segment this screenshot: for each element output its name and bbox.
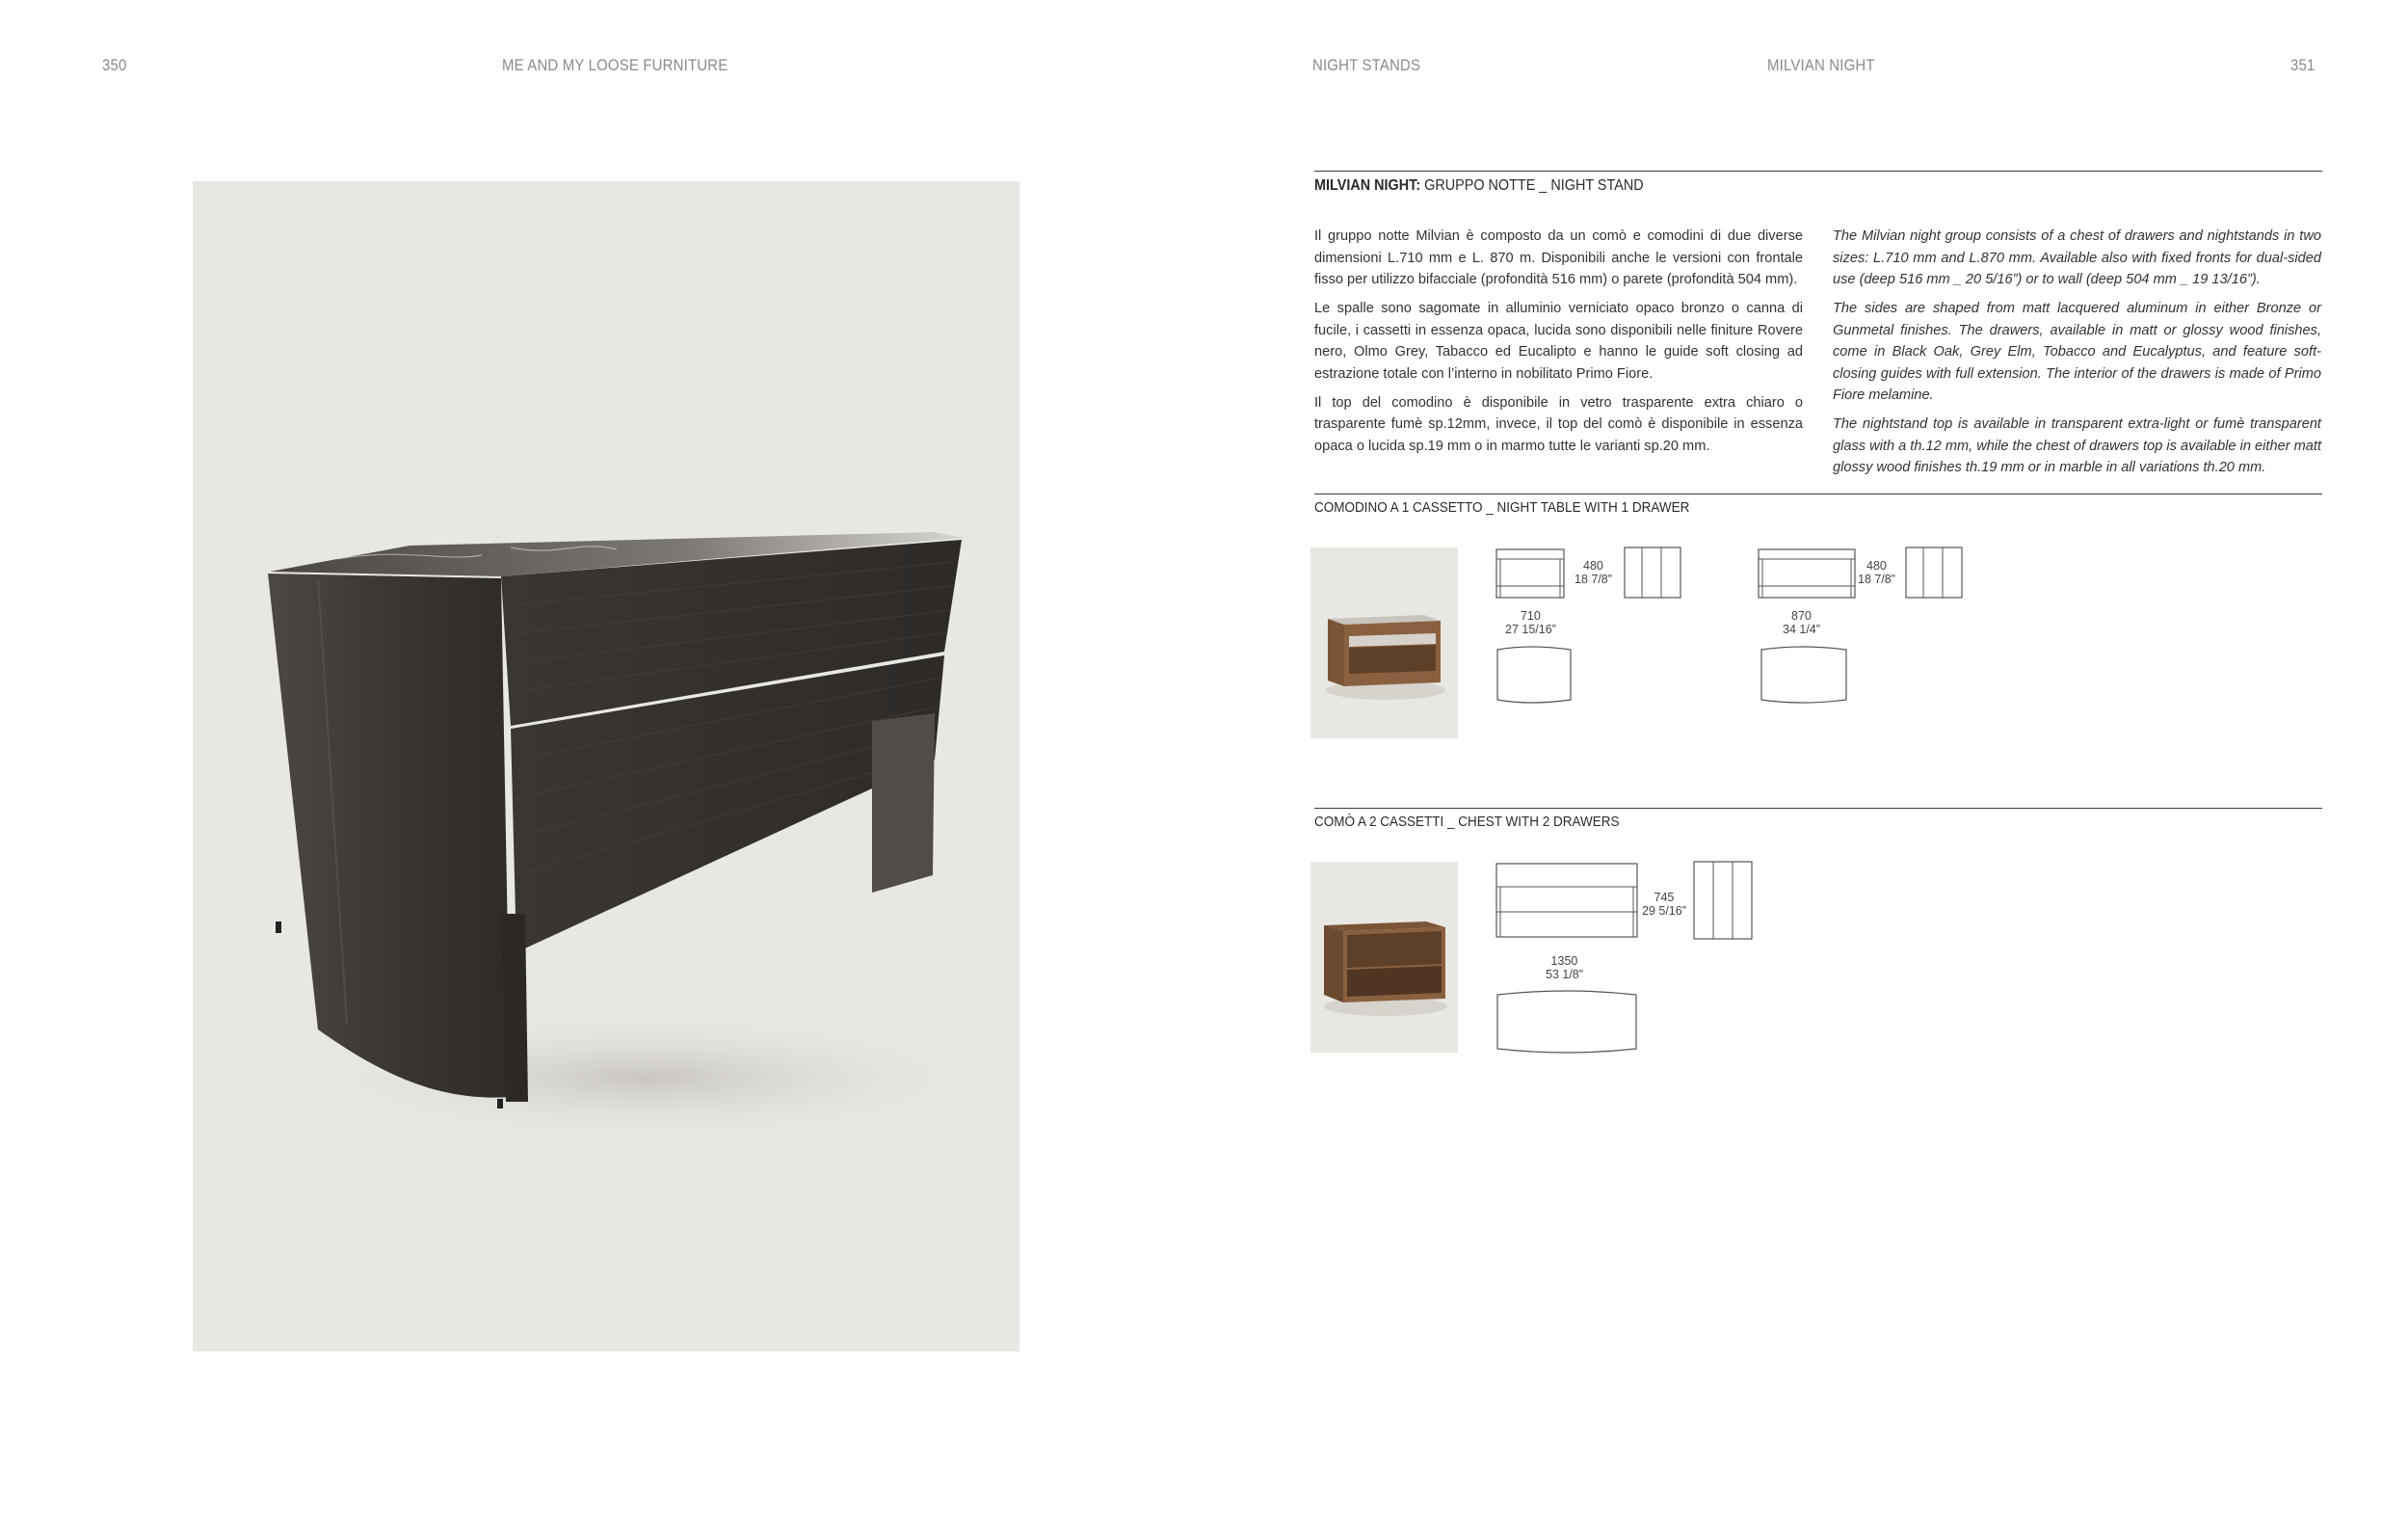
- italian-paragraph: Il gruppo notte Milvian è composto da un comò e comodini di due diverse dimensioni L.710 mm e L. 870 m. Disponibili anche le versioni con frontale fisso per utilizzo bifacciale (profondità 516 mm) o parete (profondità 504 mm).: [1314, 228, 1803, 287]
- nightstand-710-height-dim: [1574, 559, 1612, 586]
- chest-section-title: COMÒ A 2 CASSETTI _ CHEST WITH 2 DRAWERS: [1314, 814, 1620, 830]
- height-mm: 480: [1866, 559, 1887, 573]
- height-mm: 745: [1654, 891, 1675, 904]
- rule-intro-top: [1314, 171, 2322, 172]
- width-mm: 870: [1791, 609, 1812, 623]
- page-number-left: 350: [102, 56, 127, 74]
- italian-paragraph: Il top del comodino è disponibile in vetro trasparente extra chiaro o trasparente fumè sp.12mm, invece, il top del comò è disponibile in essenza opaca o lucida sp.19 mm o in marmo tutte le varianti sp.20 mm.: [1314, 394, 1803, 454]
- nightstand-thumbnail: [1310, 547, 1458, 738]
- height-in: 29 5/16”: [1642, 904, 1686, 918]
- intro-title-rest: GRUPPO NOTTE _ NIGHT STAND: [1420, 177, 1644, 194]
- chest-thumbnail: [1310, 862, 1458, 1053]
- nightstand-870-front-view: [1754, 546, 1860, 603]
- width-mm: 1350: [1550, 954, 1578, 968]
- running-category: NIGHT STANDS: [1312, 56, 1421, 74]
- chest-of-drawers-illustration: [193, 181, 1019, 1351]
- italian-paragraph: Le spalle sono sagomate in alluminio verniciato opaco bronzo o canna di fucile, i cassetti in essenza opaca, lucida sono disponibili nelle finiture Rovere nero, Olmo Grey, Tabacco ed Eucalipto e hanno le guide soft closing ad estrazione totale con l’interno in nobilitato Primo Fiore.: [1314, 301, 1803, 382]
- nightstand-710-side-view: [1623, 546, 1690, 603]
- intro-title-bold: MILVIAN NIGHT:: [1314, 177, 1421, 194]
- running-product: MILVIAN NIGHT: [1767, 56, 1875, 74]
- chest-plan-view: [1492, 985, 1646, 1062]
- height-in: 18 7/8”: [1858, 573, 1895, 586]
- english-paragraph: The Milvian night group consists of a chest of drawers and nightstands in two sizes: L.710 mm and L.870 mm. Available also with fixed fronts for dual-sided use (deep 516 mm _ 20 5/16”) or to wall (deep 504 mm _ 19 13/16”).: [1833, 228, 2321, 287]
- chest-thumbnail-illustration: [1310, 862, 1458, 1053]
- page-number-right: 351: [2290, 56, 2315, 74]
- nightstand-710-front-view: [1492, 546, 1578, 603]
- description-italian: [1314, 226, 1803, 465]
- height-in: 18 7/8”: [1574, 573, 1612, 586]
- nightstand-section-title: COMODINO A 1 CASSETTO _ NIGHT TABLE WITH 1 DRAWER: [1314, 499, 1690, 516]
- chest-height-dim: [1642, 891, 1686, 918]
- width-in: 27 15/16”: [1505, 623, 1556, 636]
- english-paragraph: The nightstand top is available in transparent extra-light or fumè transparent glass with a th.12 mm, while the chest of drawers top is available in either matt glossy wood finishes th.19 mm or in marble in all variations th.20 mm.: [1833, 416, 2321, 475]
- nightstand-870-plan-view: [1756, 642, 1862, 709]
- width-in: 34 1/4”: [1783, 623, 1820, 636]
- nightstand-710-width-dim: [1505, 609, 1556, 636]
- description-english: [1833, 226, 2321, 486]
- rule-chest: [1314, 808, 2322, 809]
- width-in: 53 1/8”: [1546, 968, 1583, 981]
- running-title-left: ME AND MY LOOSE FURNITURE: [502, 56, 728, 74]
- nightstand-thumbnail-illustration: [1310, 547, 1458, 738]
- chest-front-view: [1492, 860, 1646, 943]
- width-mm: 710: [1520, 609, 1541, 623]
- nightstand-870-side-view: [1904, 546, 1971, 603]
- nightstand-710-plan-view: [1492, 642, 1584, 709]
- nightstand-870-height-dim: [1858, 559, 1895, 586]
- chest-side-view: [1692, 860, 1760, 943]
- height-mm: 480: [1583, 559, 1603, 573]
- english-paragraph: The sides are shaped from matt lacquered aluminum in either Bronze or Gunmetal finishes. The drawers, available in matt or glossy wood finishes, come in Black Oak, Grey Elm, Tobacco and Eucalyptus, and feature soft-closing guides with full extension. The interior of the drawers is made of Primo Fiore melamine.: [1833, 301, 2321, 403]
- chest-width-dim: [1546, 954, 1583, 981]
- intro-title: [1314, 177, 1644, 195]
- product-photo: [193, 181, 1019, 1351]
- nightstand-870-width-dim: [1783, 609, 1820, 636]
